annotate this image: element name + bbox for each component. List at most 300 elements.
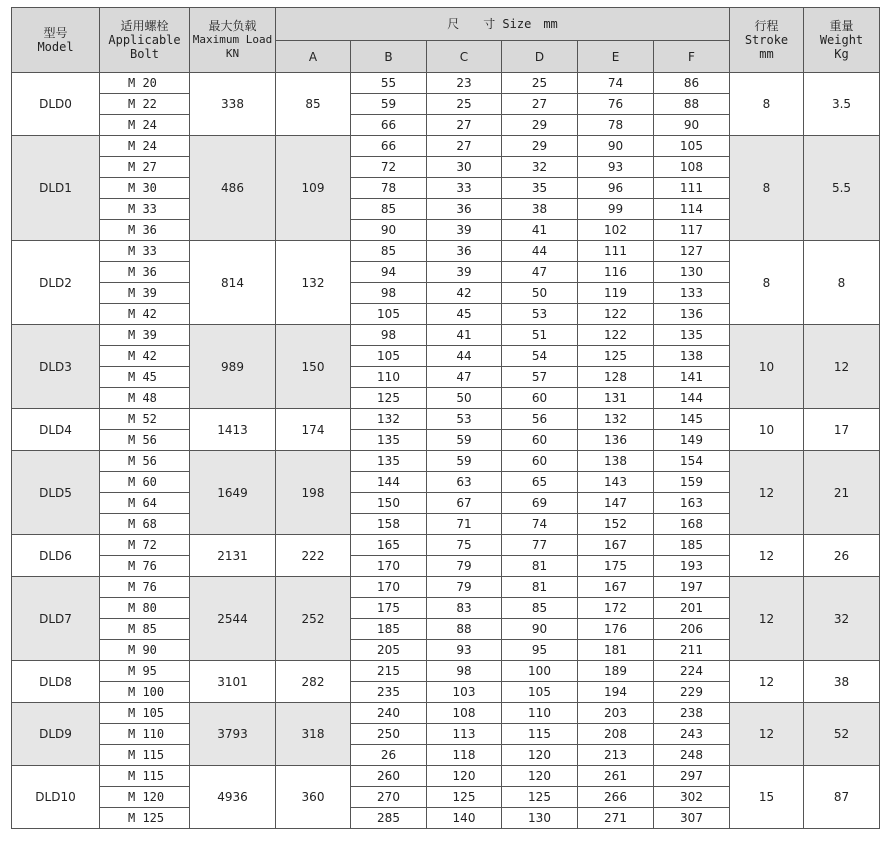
dim-a-cell: 282	[276, 661, 351, 703]
dim-f-cell: 108	[654, 157, 730, 178]
dim-e-cell: 93	[578, 157, 654, 178]
dim-b-cell: 135	[351, 451, 427, 472]
dim-d-cell: 60	[502, 430, 578, 451]
bolt-cell: M 76	[100, 577, 190, 598]
bolt-cell: M 33	[100, 199, 190, 220]
dim-c-cell: 113	[427, 724, 502, 745]
dim-c-cell: 125	[427, 787, 502, 808]
dim-c-cell: 140	[427, 808, 502, 829]
dim-b-cell: 125	[351, 388, 427, 409]
dim-b-cell: 66	[351, 115, 427, 136]
dim-e-cell: 271	[578, 808, 654, 829]
dim-c-cell: 50	[427, 388, 502, 409]
load-cell: 486	[190, 136, 276, 241]
dim-b-cell: 250	[351, 724, 427, 745]
dim-b-cell: 175	[351, 598, 427, 619]
header-bolt-cn: 适用螺栓	[120, 19, 169, 33]
dim-f-cell: 136	[654, 304, 730, 325]
dim-f-cell: 88	[654, 94, 730, 115]
dim-b-cell: 72	[351, 157, 427, 178]
dim-b-cell: 90	[351, 220, 427, 241]
dim-b-cell: 144	[351, 472, 427, 493]
dim-c-cell: 36	[427, 199, 502, 220]
dim-c-cell: 33	[427, 178, 502, 199]
dim-b-cell: 170	[351, 556, 427, 577]
dim-e-cell: 78	[578, 115, 654, 136]
dim-c-cell: 44	[427, 346, 502, 367]
dim-b-cell: 185	[351, 619, 427, 640]
dim-d-cell: 29	[502, 115, 578, 136]
dim-a-cell: 85	[276, 73, 351, 136]
dim-b-cell: 135	[351, 430, 427, 451]
model-cell: DLD2	[12, 241, 100, 325]
model-cell: DLD3	[12, 325, 100, 409]
dim-e-cell: 152	[578, 514, 654, 535]
bolt-cell: M 24	[100, 115, 190, 136]
bolt-cell: M 27	[100, 157, 190, 178]
dim-a-cell: 132	[276, 241, 351, 325]
dim-e-cell: 99	[578, 199, 654, 220]
dim-c-cell: 75	[427, 535, 502, 556]
dim-d-cell: 69	[502, 493, 578, 514]
dim-f-cell: 149	[654, 430, 730, 451]
dim-d-cell: 125	[502, 787, 578, 808]
bolt-cell: M 60	[100, 472, 190, 493]
bolt-cell: M 42	[100, 304, 190, 325]
dim-b-cell: 59	[351, 94, 427, 115]
dim-c-cell: 79	[427, 556, 502, 577]
table-row	[12, 703, 880, 724]
header-dim-b: B	[351, 41, 427, 73]
dim-c-cell: 53	[427, 409, 502, 430]
dim-d-cell: 115	[502, 724, 578, 745]
bolt-cell: M 68	[100, 514, 190, 535]
dim-b-cell: 205	[351, 640, 427, 661]
dim-e-cell: 116	[578, 262, 654, 283]
dim-e-cell: 261	[578, 766, 654, 787]
model-group	[12, 409, 880, 451]
dim-d-cell: 85	[502, 598, 578, 619]
dim-b-cell: 85	[351, 199, 427, 220]
weight-cell: 38	[804, 661, 880, 703]
table-row	[12, 766, 880, 787]
weight-cell: 87	[804, 766, 880, 829]
bolt-cell: M 36	[100, 220, 190, 241]
stroke-cell: 12	[730, 451, 804, 535]
bolt-cell: M 76	[100, 556, 190, 577]
header-bolt	[100, 8, 190, 73]
model-cell: DLD7	[12, 577, 100, 661]
dim-c-cell: 79	[427, 577, 502, 598]
dim-c-cell: 88	[427, 619, 502, 640]
model-cell: DLD4	[12, 409, 100, 451]
dim-a-cell: 222	[276, 535, 351, 577]
dim-d-cell: 90	[502, 619, 578, 640]
dim-b-cell: 215	[351, 661, 427, 682]
dim-b-cell: 132	[351, 409, 427, 430]
dim-c-cell: 118	[427, 745, 502, 766]
dim-f-cell: 302	[654, 787, 730, 808]
weight-cell: 12	[804, 325, 880, 409]
weight-cell: 32	[804, 577, 880, 661]
bolt-cell: M 22	[100, 94, 190, 115]
dim-a-cell: 150	[276, 325, 351, 409]
dim-e-cell: 176	[578, 619, 654, 640]
dim-e-cell: 167	[578, 535, 654, 556]
weight-cell: 21	[804, 451, 880, 535]
model-group	[12, 451, 880, 535]
dim-f-cell: 206	[654, 619, 730, 640]
load-cell: 1413	[190, 409, 276, 451]
dim-e-cell: 122	[578, 325, 654, 346]
bolt-cell: M 36	[100, 262, 190, 283]
header-stroke	[730, 8, 804, 73]
dim-f-cell: 197	[654, 577, 730, 598]
header-model	[12, 8, 100, 73]
dim-b-cell: 285	[351, 808, 427, 829]
bolt-cell: M 125	[100, 808, 190, 829]
dim-d-cell: 120	[502, 766, 578, 787]
dim-c-cell: 36	[427, 241, 502, 262]
dim-b-cell: 150	[351, 493, 427, 514]
bolt-cell: M 80	[100, 598, 190, 619]
bolt-cell: M 120	[100, 787, 190, 808]
bolt-cell: M 95	[100, 661, 190, 682]
dim-f-cell: 193	[654, 556, 730, 577]
stroke-cell: 10	[730, 325, 804, 409]
header-weight-en2: Kg	[834, 47, 849, 61]
dim-f-cell: 144	[654, 388, 730, 409]
weight-cell: 26	[804, 535, 880, 577]
dim-f-cell: 135	[654, 325, 730, 346]
header-dim-e: E	[578, 41, 654, 73]
dim-c-cell: 41	[427, 325, 502, 346]
model-group	[12, 73, 880, 136]
stroke-cell: 8	[730, 73, 804, 136]
header-load-en2: KN	[225, 47, 240, 60]
bolt-cell: M 100	[100, 682, 190, 703]
header-bolt-en2: Bolt	[130, 47, 159, 61]
dim-d-cell: 60	[502, 388, 578, 409]
load-cell: 3793	[190, 703, 276, 766]
dim-b-cell: 78	[351, 178, 427, 199]
dim-e-cell: 136	[578, 430, 654, 451]
dim-c-cell: 98	[427, 661, 502, 682]
load-cell: 2544	[190, 577, 276, 661]
dim-f-cell: 138	[654, 346, 730, 367]
dim-b-cell: 98	[351, 283, 427, 304]
dim-d-cell: 35	[502, 178, 578, 199]
dim-f-cell: 163	[654, 493, 730, 514]
header-dim-d: D	[502, 41, 578, 73]
dim-b-cell: 85	[351, 241, 427, 262]
dim-c-cell: 83	[427, 598, 502, 619]
stroke-cell: 10	[730, 409, 804, 451]
dim-b-cell: 165	[351, 535, 427, 556]
dim-d-cell: 50	[502, 283, 578, 304]
dim-f-cell: 201	[654, 598, 730, 619]
dim-c-cell: 120	[427, 766, 502, 787]
load-cell: 2131	[190, 535, 276, 577]
dim-c-cell: 39	[427, 262, 502, 283]
spec-table	[11, 7, 880, 829]
header-weight-cn: 重量	[829, 19, 854, 33]
dim-b-cell: 66	[351, 136, 427, 157]
dim-f-cell: 211	[654, 640, 730, 661]
dim-f-cell: 105	[654, 136, 730, 157]
dim-c-cell: 71	[427, 514, 502, 535]
dim-c-cell: 108	[427, 703, 502, 724]
dim-d-cell: 130	[502, 808, 578, 829]
model-cell: DLD0	[12, 73, 100, 136]
model-cell: DLD9	[12, 703, 100, 766]
dim-c-cell: 25	[427, 94, 502, 115]
model-group	[12, 577, 880, 661]
dim-e-cell: 76	[578, 94, 654, 115]
dim-f-cell: 229	[654, 682, 730, 703]
bolt-cell: M 115	[100, 745, 190, 766]
stroke-cell: 12	[730, 577, 804, 661]
dim-f-cell: 154	[654, 451, 730, 472]
dim-d-cell: 25	[502, 73, 578, 94]
table-row	[12, 241, 880, 262]
dim-d-cell: 105	[502, 682, 578, 703]
stroke-cell: 12	[730, 535, 804, 577]
bolt-cell: M 24	[100, 136, 190, 157]
table-row	[12, 535, 880, 556]
header-stroke-en2: mm	[759, 47, 774, 61]
dim-d-cell: 44	[502, 241, 578, 262]
stroke-cell: 12	[730, 661, 804, 703]
header-bolt-en1: Applicable	[108, 33, 181, 47]
weight-cell: 17	[804, 409, 880, 451]
dim-e-cell: 147	[578, 493, 654, 514]
dim-e-cell: 119	[578, 283, 654, 304]
dim-e-cell: 189	[578, 661, 654, 682]
load-cell: 338	[190, 73, 276, 136]
dim-e-cell: 74	[578, 73, 654, 94]
weight-cell: 3.5	[804, 73, 880, 136]
dim-b-cell: 158	[351, 514, 427, 535]
dim-d-cell: 47	[502, 262, 578, 283]
bolt-cell: M 39	[100, 283, 190, 304]
dim-b-cell: 105	[351, 304, 427, 325]
dim-a-cell: 109	[276, 136, 351, 241]
model-cell: DLD8	[12, 661, 100, 703]
dim-f-cell: 243	[654, 724, 730, 745]
dim-e-cell: 266	[578, 787, 654, 808]
dim-c-cell: 59	[427, 430, 502, 451]
model-group	[12, 241, 880, 325]
model-cell: DLD6	[12, 535, 100, 577]
dim-c-cell: 47	[427, 367, 502, 388]
dim-c-cell: 63	[427, 472, 502, 493]
dim-f-cell: 168	[654, 514, 730, 535]
dim-d-cell: 74	[502, 514, 578, 535]
dim-f-cell: 297	[654, 766, 730, 787]
dim-b-cell: 26	[351, 745, 427, 766]
header-dim-f: F	[654, 41, 730, 73]
table-row	[12, 451, 880, 472]
dim-d-cell: 65	[502, 472, 578, 493]
bolt-cell: M 72	[100, 535, 190, 556]
header-model-cn: 型号	[43, 26, 68, 40]
bolt-cell: M 52	[100, 409, 190, 430]
dim-d-cell: 29	[502, 136, 578, 157]
dim-c-cell: 103	[427, 682, 502, 703]
weight-cell: 8	[804, 241, 880, 325]
dim-a-cell: 360	[276, 766, 351, 829]
header-dim-c: C	[427, 41, 502, 73]
dim-e-cell: 131	[578, 388, 654, 409]
model-group	[12, 535, 880, 577]
dim-e-cell: 208	[578, 724, 654, 745]
dim-d-cell: 60	[502, 451, 578, 472]
dim-d-cell: 100	[502, 661, 578, 682]
dim-d-cell: 32	[502, 157, 578, 178]
dim-e-cell: 213	[578, 745, 654, 766]
dim-e-cell: 167	[578, 577, 654, 598]
dim-d-cell: 110	[502, 703, 578, 724]
bolt-cell: M 110	[100, 724, 190, 745]
dim-d-cell: 27	[502, 94, 578, 115]
table-row	[12, 409, 880, 430]
dim-d-cell: 120	[502, 745, 578, 766]
table-row	[12, 325, 880, 346]
dim-e-cell: 128	[578, 367, 654, 388]
dim-c-cell: 23	[427, 73, 502, 94]
stroke-cell: 8	[730, 241, 804, 325]
dim-a-cell: 318	[276, 703, 351, 766]
dim-f-cell: 90	[654, 115, 730, 136]
weight-cell: 5.5	[804, 136, 880, 241]
dim-b-cell: 235	[351, 682, 427, 703]
header-stroke-cn: 行程	[754, 19, 779, 33]
bolt-cell: M 48	[100, 388, 190, 409]
dim-d-cell: 81	[502, 556, 578, 577]
model-cell: DLD10	[12, 766, 100, 829]
header-stroke-en1: Stroke	[744, 33, 789, 47]
load-cell: 989	[190, 325, 276, 409]
dim-c-cell: 27	[427, 136, 502, 157]
dim-d-cell: 77	[502, 535, 578, 556]
dim-b-cell: 98	[351, 325, 427, 346]
dim-e-cell: 111	[578, 241, 654, 262]
model-cell: DLD5	[12, 451, 100, 535]
dim-b-cell: 94	[351, 262, 427, 283]
table-row	[12, 577, 880, 598]
dim-f-cell: 185	[654, 535, 730, 556]
dim-d-cell: 57	[502, 367, 578, 388]
dim-e-cell: 90	[578, 136, 654, 157]
dim-e-cell: 102	[578, 220, 654, 241]
stroke-cell: 15	[730, 766, 804, 829]
dim-d-cell: 81	[502, 577, 578, 598]
load-cell: 4936	[190, 766, 276, 829]
dim-f-cell: 159	[654, 472, 730, 493]
dim-c-cell: 42	[427, 283, 502, 304]
dim-f-cell: 248	[654, 745, 730, 766]
dim-d-cell: 53	[502, 304, 578, 325]
header-weight	[804, 8, 880, 73]
dim-e-cell: 181	[578, 640, 654, 661]
bolt-cell: M 90	[100, 640, 190, 661]
dim-c-cell: 67	[427, 493, 502, 514]
bolt-cell: M 39	[100, 325, 190, 346]
dim-f-cell: 238	[654, 703, 730, 724]
dim-f-cell: 86	[654, 73, 730, 94]
model-group	[12, 661, 880, 703]
dim-d-cell: 56	[502, 409, 578, 430]
dim-b-cell: 170	[351, 577, 427, 598]
dim-b-cell: 55	[351, 73, 427, 94]
bolt-cell: M 42	[100, 346, 190, 367]
bolt-cell: M 115	[100, 766, 190, 787]
dim-e-cell: 175	[578, 556, 654, 577]
dim-e-cell: 172	[578, 598, 654, 619]
table-row	[12, 661, 880, 682]
dim-f-cell: 127	[654, 241, 730, 262]
bolt-cell: M 85	[100, 619, 190, 640]
header-weight-en1: Weight	[819, 33, 864, 47]
dim-a-cell: 252	[276, 577, 351, 661]
model-group	[12, 766, 880, 829]
dim-e-cell: 132	[578, 409, 654, 430]
stroke-cell: 8	[730, 136, 804, 241]
dim-d-cell: 54	[502, 346, 578, 367]
dim-e-cell: 125	[578, 346, 654, 367]
dim-b-cell: 240	[351, 703, 427, 724]
dim-e-cell: 203	[578, 703, 654, 724]
bolt-cell: M 45	[100, 367, 190, 388]
dim-c-cell: 93	[427, 640, 502, 661]
dim-a-cell: 198	[276, 451, 351, 535]
dim-c-cell: 39	[427, 220, 502, 241]
header-load-en1: Maximum Load	[192, 33, 273, 46]
model-group	[12, 703, 880, 766]
dim-e-cell: 143	[578, 472, 654, 493]
load-cell: 1649	[190, 451, 276, 535]
dim-e-cell: 96	[578, 178, 654, 199]
header-load	[190, 8, 276, 73]
bolt-cell: M 20	[100, 73, 190, 94]
dim-f-cell: 117	[654, 220, 730, 241]
dim-c-cell: 30	[427, 157, 502, 178]
header-model-en: Model	[37, 40, 74, 54]
dim-e-cell: 194	[578, 682, 654, 703]
header-dim-a: A	[276, 41, 351, 73]
model-group	[12, 136, 880, 241]
dim-f-cell: 114	[654, 199, 730, 220]
header-load-cn: 最大负载	[208, 19, 257, 33]
dim-d-cell: 41	[502, 220, 578, 241]
dim-e-cell: 138	[578, 451, 654, 472]
dim-f-cell: 133	[654, 283, 730, 304]
dim-d-cell: 95	[502, 640, 578, 661]
dim-b-cell: 270	[351, 787, 427, 808]
table-header	[12, 8, 880, 73]
stroke-cell: 12	[730, 703, 804, 766]
dim-f-cell: 145	[654, 409, 730, 430]
table-row	[12, 73, 880, 94]
load-cell: 814	[190, 241, 276, 325]
dim-f-cell: 111	[654, 178, 730, 199]
dim-d-cell: 51	[502, 325, 578, 346]
weight-cell: 52	[804, 703, 880, 766]
dim-b-cell: 110	[351, 367, 427, 388]
dim-f-cell: 130	[654, 262, 730, 283]
dim-c-cell: 45	[427, 304, 502, 325]
